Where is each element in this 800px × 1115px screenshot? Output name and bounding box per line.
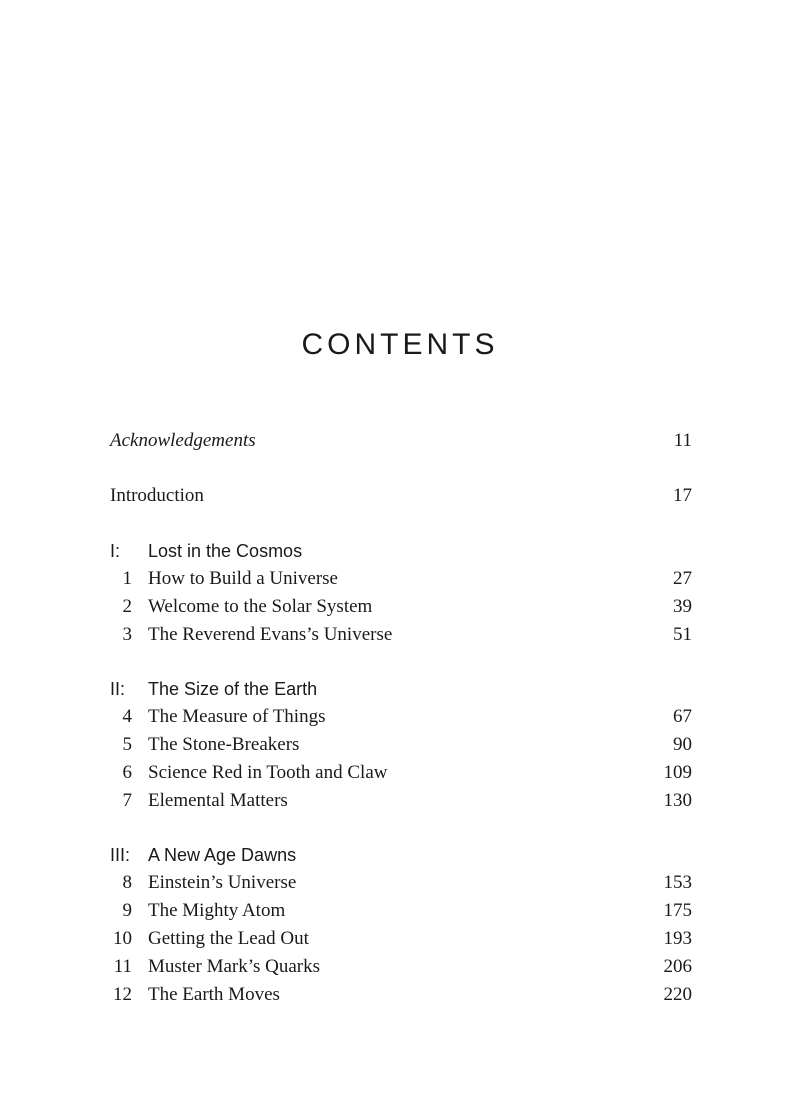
part-numeral: II: (110, 679, 126, 699)
chapter-entry[interactable] (110, 703, 692, 731)
front-matter-introduction[interactable] (110, 482, 692, 510)
page-number: 27 (673, 568, 692, 589)
page-number: 17 (673, 485, 692, 506)
part-heading (110, 537, 692, 565)
chapter-number: 3 (122, 624, 132, 645)
page-number: 67 (673, 706, 692, 727)
chapter-title: Muster Mark’s Quarks (148, 956, 321, 977)
page-number: 11 (673, 430, 692, 451)
page-number: 51 (673, 624, 692, 645)
entry-title: Acknowledgements (110, 430, 256, 451)
chapter-number: 7 (122, 790, 132, 811)
chapter-entry[interactable] (110, 787, 692, 815)
chapter-number: 8 (122, 872, 132, 893)
chapter-entry[interactable] (110, 759, 692, 787)
page-number: 39 (673, 596, 692, 617)
page-number: 175 (663, 900, 692, 921)
part-heading (110, 675, 692, 703)
chapter-number: 12 (113, 984, 132, 1005)
page-title: CONTENTS (301, 328, 499, 362)
chapter-entry[interactable] (110, 565, 692, 593)
chapter-entry[interactable] (110, 953, 692, 981)
chapter-number: 11 (113, 956, 132, 977)
chapter-title: The Mighty Atom (148, 900, 286, 921)
page-number: 206 (663, 956, 692, 977)
chapter-entry[interactable] (110, 925, 692, 953)
part-numeral: III: (110, 845, 131, 865)
chapter-number: 10 (113, 928, 132, 949)
page-number: 220 (663, 984, 692, 1005)
chapter-title: The Reverend Evans’s Universe (148, 624, 393, 645)
part-title: A New Age Dawns (148, 845, 297, 865)
chapter-title: Einstein’s Universe (148, 872, 297, 893)
chapter-number: 4 (122, 706, 132, 727)
part-heading (110, 841, 692, 869)
chapter-title: Welcome to the Solar System (148, 596, 373, 617)
chapter-title: Elemental Matters (148, 790, 288, 811)
part-title: Lost in the Cosmos (148, 541, 303, 561)
chapter-entry[interactable] (110, 981, 692, 1009)
chapter-entry[interactable] (110, 731, 692, 759)
page-number: 109 (663, 762, 692, 783)
chapter-title: How to Build a Universe (148, 568, 338, 589)
chapter-entry[interactable] (110, 869, 692, 897)
entry-title: Introduction (110, 485, 204, 506)
chapter-title: Getting the Lead Out (148, 928, 309, 949)
chapter-number: 9 (122, 900, 132, 921)
page-number: 153 (663, 872, 692, 893)
chapter-number: 1 (122, 568, 132, 589)
chapter-entry[interactable] (110, 621, 692, 649)
chapter-title: The Measure of Things (148, 706, 326, 727)
chapter-entry[interactable] (110, 897, 692, 925)
page-number: 90 (673, 734, 692, 755)
chapter-number: 6 (122, 762, 132, 783)
page-number: 130 (663, 790, 692, 811)
chapter-number: 5 (122, 734, 132, 755)
chapter-title: The Earth Moves (148, 984, 280, 1005)
part-numeral: I: (110, 541, 121, 561)
chapter-entry[interactable] (110, 593, 692, 621)
chapter-number: 2 (122, 596, 132, 617)
page-number: 193 (663, 928, 692, 949)
chapter-title: The Stone-Breakers (148, 734, 300, 755)
front-matter-acknowledgements[interactable] (110, 427, 692, 455)
chapter-title: Science Red in Tooth and Claw (148, 762, 388, 783)
part-title: The Size of the Earth (148, 679, 318, 699)
